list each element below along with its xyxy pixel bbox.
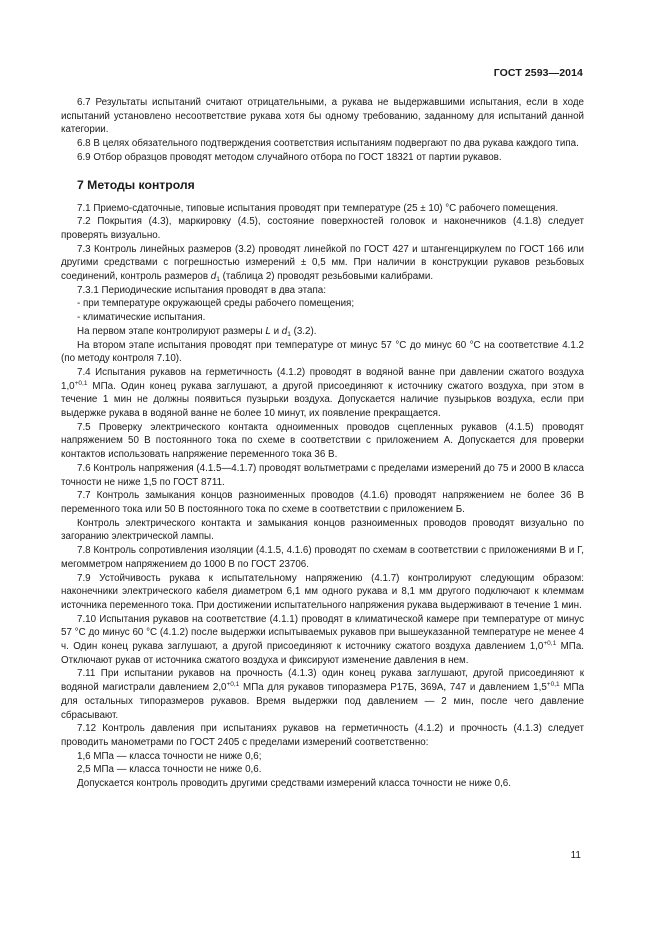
list-item: 2,5 МПа — класса точности не ниже 0,6. <box>77 764 262 776</box>
paragraph-7-11: 7.11 При испытании рукавов на прочность (4.1.3) один конец рукава заглушают, другой присоединяют к водяной магистрали давлением $2,0^{+0,1}$ МПа для рукавов типоразмера Р17Б, 369А, 747 и давлением $1,5^{+0,1}$ МПа для остальных типоразмеров рукавов. Время выдержки под давлением — 2 мин, после чего давление сбрасывают. <box>61 668 584 721</box>
paragraph-7-6: 7.6 Контроль напряжения (4.1.5—4.1.7) проводят вольтметрами с пределами измерений до 75 и 2000 В класса точности не ниже 1,5 по ГОСТ 8711. <box>61 462 584 488</box>
page-number: 11 <box>570 850 581 861</box>
document-code: ГОСТ 2593—2014 <box>493 67 583 79</box>
paragraph-7-8: 7.8 Контроль сопротивления изоляции (4.1.5, 4.1.6) проводят по схемам в соответствии с приложениями В и Г, мегомметром напряжением до 1000 В по ГОСТ 23706. <box>61 545 584 570</box>
paragraph-7-7: 7.7 Контроль замыкания концов разноименных проводов (4.1.6) проводят напряжением не более 36 В переменного тока или 50 В постоянного тока по схеме в соответствии с приложением Б. <box>61 490 584 515</box>
list-item: - при температуре окружающей среды рабочего помещения; <box>77 298 355 310</box>
paragraph-7-5: 7.5 Проверку электрического контакта одноименных проводов сцепленных рукавов (4.1.5) проводят напряжением 50 В постоянного тока по схеме в соответствии с приложением А. Допускается для проверки контактов использовать напряжение переменного тока 36 В. <box>61 421 584 461</box>
section-7-heading: 7 Методы контроля <box>77 177 195 192</box>
list-item: - климатические испытания. <box>77 312 206 324</box>
paragraph-7-1: 7.1 Приемо-сдаточные, типовые испытания проводят при температуре (25 ± 10) °С рабочего помещения. <box>77 202 559 214</box>
paragraph-7-12: 7.12 Контроль давления при испытаниях рукавов на герметичность (4.1.2) и прочность (4.1.3) следует проводить манометрами по ГОСТ 2405 с пределами измерений соответственно: <box>61 723 584 748</box>
paragraph-first-stage: На первом этапе контролируют размеры L и $d_1$ (3.2). <box>77 325 317 338</box>
list-item: 1,6 МПа — класса точности не ниже 0,6; <box>77 750 262 762</box>
paragraph-7-12-end: Допускается контроль проводить другими средствами измерений класса точности не ниже 0,6. <box>77 778 511 790</box>
page-body <box>61 96 584 791</box>
paragraph-7-2: 7.2 Покрытия (4.3), маркировку (4.5), состояние поверхностей головок и наконечников (4.1.8) следует проверять визуально. <box>61 216 584 241</box>
paragraph-7-3: 7.3 Контроль линейных размеров (3.2) проводят линейкой по ГОСТ 427 и штангенциркулем по ГОСТ 166 или другими средствами с погрешностью измерений ± 0,5 мм. При наличии в конструкции рукавов резьбовых соединений, контроль размеров $d_1$ (таблица 2) проводят резьбовыми калибрами. <box>61 243 584 284</box>
paragraph-6-8: 6.8 В целях обязательного подтверждения соответствия испытаниям подвергают по два рукава каждого типа. <box>77 138 579 150</box>
paragraph-7-10: 7.10 Испытания рукавов на соответствие (4.1.1) проводят в климатической камере при температуре от минус 57 °С до минус 60 °С (4.1.2) после выдержки испытываемых рукавов при вышеуказанной температуре не менее 4 ч. Один конец рукава заглушают, а другой присоединяют к источнику сжатого воздуха давлением $1,0^{+0,1}$ МПа. Отключают рукав от источника сжатого воздуха и фиксируют изменение давления в нем. <box>61 613 584 666</box>
paragraph-7-3-1: 7.3.1 Периодические испытания проводят в два этапа: <box>77 284 326 296</box>
paragraph-7-7-note: Контроль электрического контакта и замыкания концов разноименных проводов проводят визуально по загоранию электрической лампы. <box>61 517 584 543</box>
paragraph-6-7: 6.7 Результаты испытаний считают отрицательными, а рукава не выдержавшими испытания, если в ходе испытаний установлено несоответствие рукава хотя бы одному требованию, заданному для испытаний данной категории. <box>61 97 584 136</box>
paragraph-7-4: 7.4 Испытания рукавов на герметичность (4.1.2) проводят в водяной ванне при давлении сжатого воздуха $1,0^{+0,1}$ МПа. Один конец рукава заглушают, а другой присоединяют к источнику сжатого воздуха, при этом в течение 1 мин не должны появиться пузырьки воздуха. Допускается наличие пузырьков воздуха, если при выдержке рукава в водяной ванне не более 10 минут, их появление прекращается. <box>61 366 584 420</box>
paragraph-7-9: 7.9 Устойчивость рукава к испытательному напряжению (4.1.7) контролируют следующим образом: наконечники электрического кабеля диаметром 6,1 мм одного рукава и 8,1 мм другого подключают к клеммам источника переменного тока. При достижении испытательного напряжения рукава выдерживают в течение 1 мин. <box>61 572 584 611</box>
paragraph-second-stage: На втором этапе испытания проводят при температуре от минус 57 °С до минус 60 °С на соответствие 4.1.2 (по методу контроля 7.10). <box>61 339 584 365</box>
paragraph-6-9: 6.9 Отбор образцов проводят методом случайного отбора по ГОСТ 18321 от партии рукавов. <box>77 151 502 163</box>
